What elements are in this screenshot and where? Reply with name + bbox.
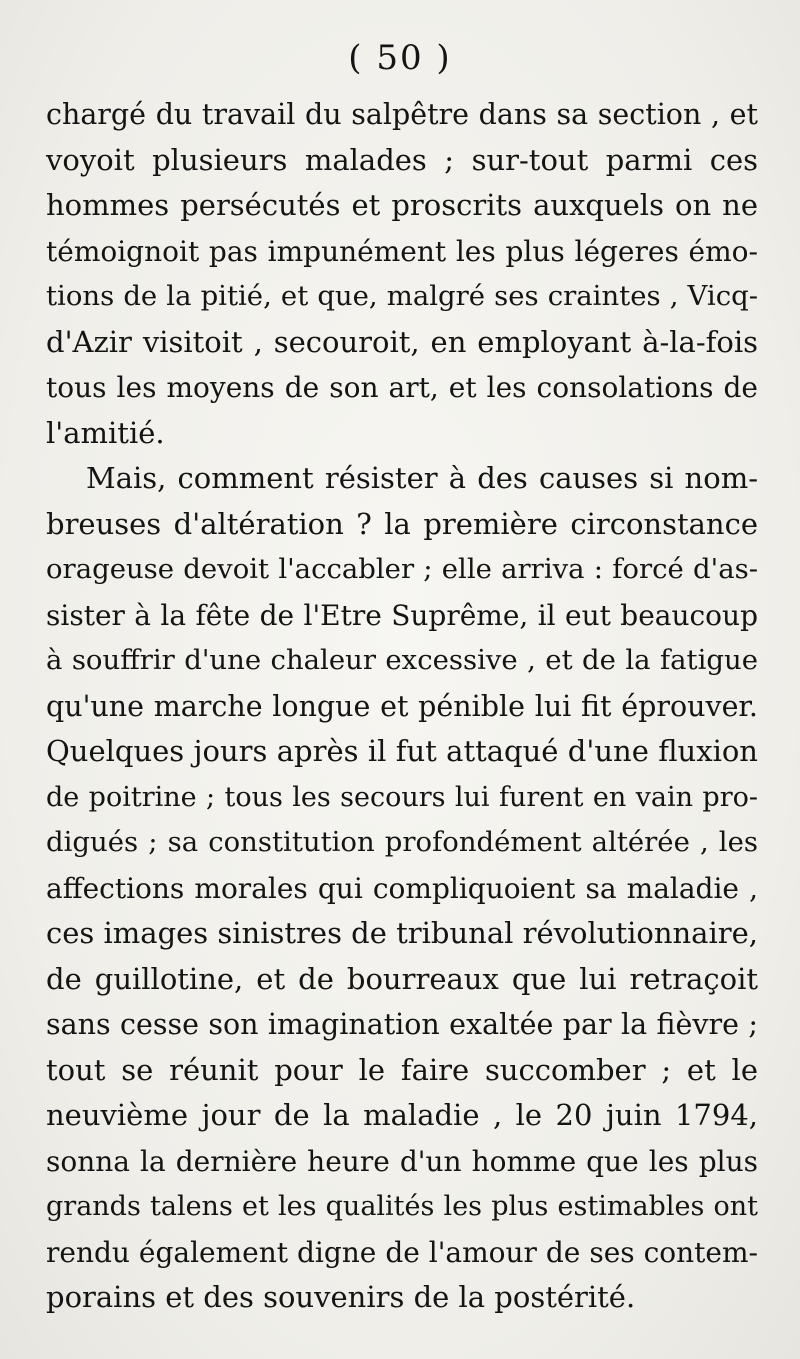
text-line: de poitrine ; tous les secours lui furent en vain pro-	[46, 781, 758, 813]
text-line: témoignoit pas impunément les plus légeres émo-	[46, 234, 758, 268]
text-line: tout se réunit pour le faire succomber ; et le	[46, 1052, 758, 1087]
page-number: ( 50 )	[348, 38, 452, 78]
text-line: porains et des souvenirs de la postérité.	[46, 1280, 636, 1314]
text-line: grands talens et les qualités les plus estimables ont	[46, 1191, 758, 1222]
text-line: hommes persécutés et proscrits auxquels on ne	[46, 188, 758, 222]
text-line: tous les moyens de son art, et les consolations de	[46, 371, 758, 404]
text-line: sister à la fête de l'Etre Suprême, il eut beaucoup	[46, 598, 758, 632]
text-line: digués ; sa constitution profondément altérée , les	[46, 826, 758, 858]
paragraph-2	[46, 456, 758, 1321]
text-line: tions de la pitié, et que, malgré ses craintes , Vicq-	[46, 280, 758, 312]
text-line: d'Azir visitoit , secouroit, en employant à-la-fois	[46, 324, 758, 359]
text-line: Mais, comment résister à des causes si nom-	[86, 461, 758, 495]
text-line: neuvième jour de la maladie , le 20 juin 1794,	[46, 1098, 758, 1132]
text-line: qu'une marche longue et pénible lui fit éprouver.	[46, 689, 758, 723]
text-line: sonna la dernière heure d'un homme que les plus	[46, 1144, 758, 1178]
text-line: voyoit plusieurs malades ; sur-tout parmi ces	[46, 142, 758, 177]
text-line: sans cesse son imagination exaltée par la fièvre ;	[46, 1008, 758, 1041]
text-line: breuses d'altération ? la première circonstance	[46, 506, 758, 541]
text-line: rendu également digne de l'amour de ses contem-	[46, 1235, 758, 1269]
text-line: orageuse devoit l'accabler ; elle arriva : forcé d'as-	[46, 553, 758, 585]
text-line: ces images sinistres de tribunal révolutionnaire,	[46, 916, 758, 950]
text-line: l'amitié.	[46, 415, 165, 450]
paragraph-1	[46, 92, 758, 456]
text-line: Quelques jours après il fut attaqué d'une fluxion	[46, 734, 758, 768]
text-line: à souffrir d'une chaleur excessive , et de la fatigue	[46, 644, 758, 676]
body-text	[46, 92, 758, 1321]
text-line: de guillotine, et de bourreaux que lui retraçoit	[46, 961, 758, 996]
text-line: chargé du travail du salpêtre dans sa section , et	[46, 98, 758, 131]
text-line: affections morales qui compliquoient sa maladie ,	[46, 871, 758, 905]
